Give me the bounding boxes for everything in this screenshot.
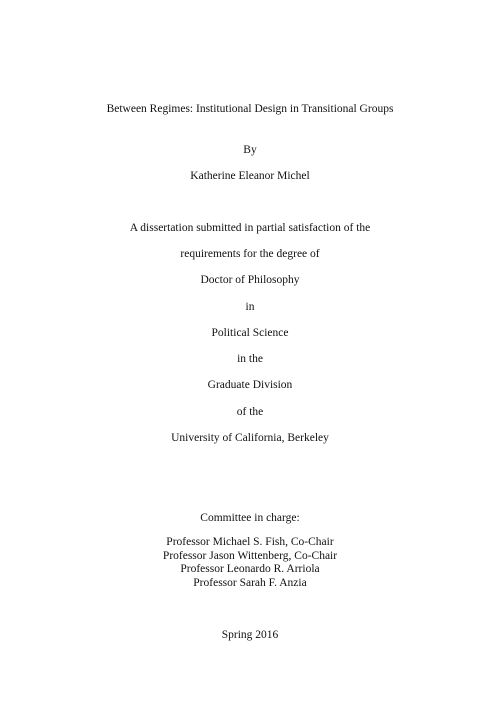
- statement-line-1: A dissertation submitted in partial satisfaction of the: [129, 222, 371, 234]
- committee-list: [0, 536, 500, 590]
- of-the-label: of the: [236, 406, 264, 418]
- committee-member: Professor Leonardo R. Arriola: [180, 563, 320, 575]
- author-name: Katherine Eleanor Michel: [190, 170, 310, 182]
- committee-member: Professor Sarah F. Anzia: [193, 576, 307, 589]
- committee-heading: Committee in charge:: [200, 512, 300, 524]
- division-name: Graduate Division: [207, 379, 293, 391]
- in-label: in: [245, 301, 255, 313]
- university-name: University of California, Berkeley: [171, 432, 329, 444]
- field-of-study: Political Science: [211, 327, 289, 339]
- committee-member: Professor Jason Wittenberg, Co-Chair: [162, 549, 338, 562]
- statement-line-2: requirements for the degree of: [180, 248, 320, 260]
- dissertation-title: Between Regimes: Institutional Design in Transitional Groups: [106, 103, 394, 115]
- by-label: By: [243, 144, 257, 156]
- degree-name: Doctor of Philosophy: [200, 274, 300, 286]
- submission-date: Spring 2016: [221, 629, 279, 641]
- in-the-label: in the: [237, 353, 263, 365]
- committee-member: Professor Michael S. Fish, Co-Chair: [166, 536, 334, 548]
